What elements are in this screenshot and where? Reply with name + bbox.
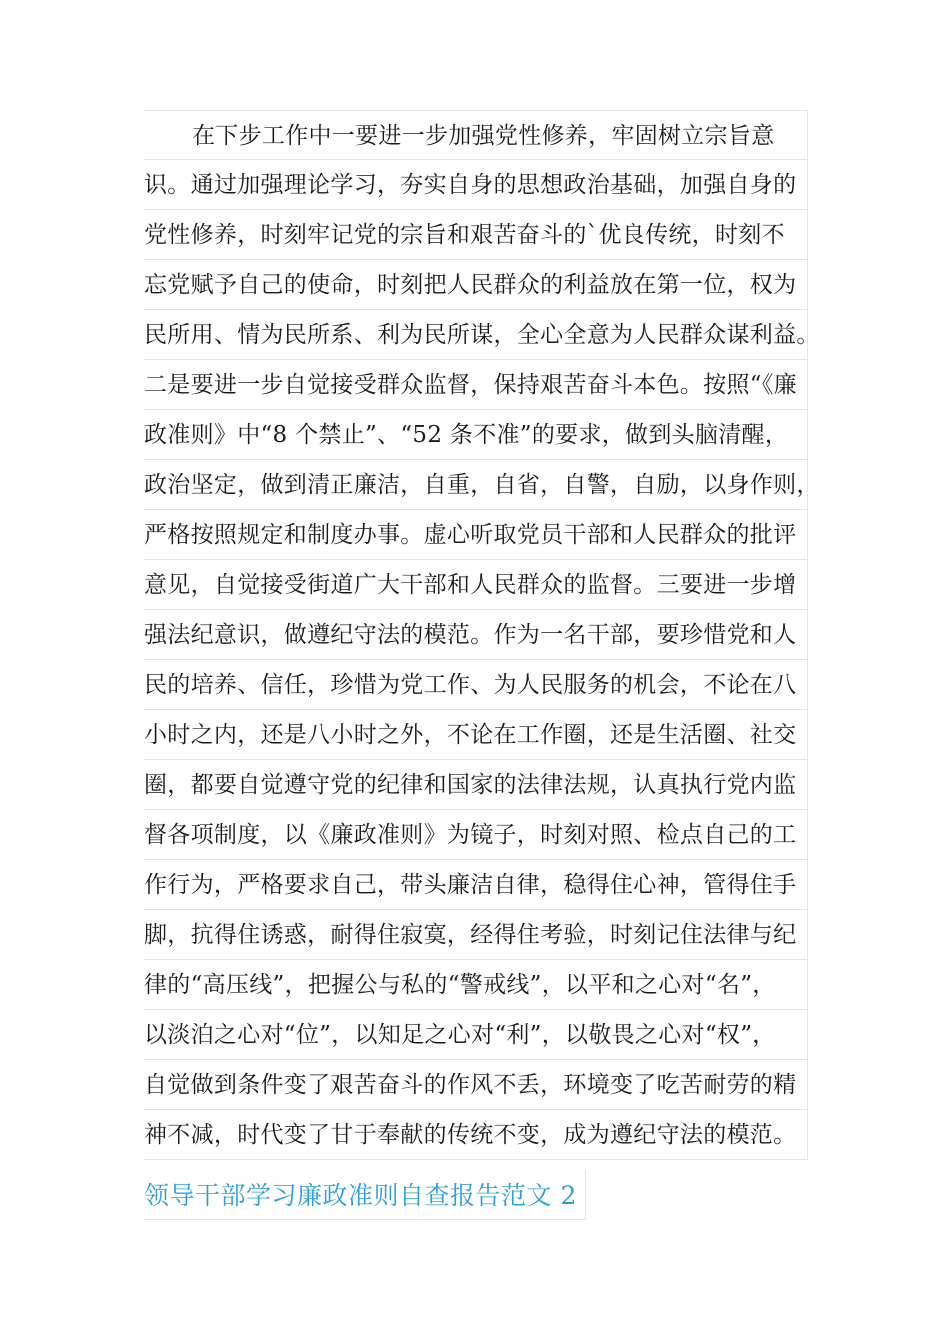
paragraph-line: 强法纪意识，做遵纪守法的模范。作为一名干部，要珍惜党和人 bbox=[144, 610, 808, 660]
paragraph-line: 忘党赋予自己的使命，时刻把人民群众的利益放在第一位，权为 bbox=[144, 260, 808, 310]
body-paragraph bbox=[144, 110, 820, 1160]
paragraph-line: 党性修养，时刻牢记党的宗旨和艰苦奋斗的`优良传统，时刻不 bbox=[144, 210, 808, 260]
paragraph-line: 政准则》中“8 个禁止”、“52 条不准”的要求，做到头脑清醒， bbox=[144, 410, 808, 460]
paragraph-line: 脚，抗得住诱惑，耐得住寂寞，经得住考验，时刻记住法律与纪 bbox=[144, 910, 808, 960]
paragraph-line: 督各项制度，以《廉政准则》为镜子，时刻对照、检点自己的工 bbox=[144, 810, 808, 860]
paragraph-line: 自觉做到条件变了艰苦奋斗的作风不丢，环境变了吃苦耐劳的精 bbox=[144, 1060, 808, 1110]
paragraph-line: 严格按照规定和制度办事。虚心听取党员干部和人民群众的批评 bbox=[144, 510, 808, 560]
paragraph-line: 意见，自觉接受街道广大干部和人民群众的监督。三要进一步增 bbox=[144, 560, 808, 610]
paragraph-line: 律的“高压线”，把握公与私的“警戒线”，以平和之心对“名”， bbox=[144, 960, 808, 1010]
paragraph-line: 以淡泊之心对“位”，以知足之心对“利”，以敬畏之心对“权”， bbox=[144, 1010, 808, 1060]
paragraph-line: 二是要进一步自觉接受群众监督，保持艰苦奋斗本色。按照“《廉 bbox=[144, 360, 808, 410]
paragraph-line: 神不减，时代变了甘于奉献的传统不变，成为遵纪守法的模范。 bbox=[144, 1110, 808, 1160]
paragraph-line: 政治坚定，做到清正廉洁，自重，自省，自警，自励，以身作则， bbox=[144, 460, 808, 510]
paragraph-line: 民的培养、信任，珍惜为党工作、为人民服务的机会，不论在八 bbox=[144, 660, 808, 710]
paragraph-line: 在下步工作中一要进一步加强党性修养，牢固树立宗旨意 bbox=[144, 110, 808, 160]
paragraph-line: 小时之内，还是八小时之外，不论在工作圈，还是生活圈、社交 bbox=[144, 710, 808, 760]
paragraph-line: 识。通过加强理论学习，夯实自身的思想政治基础，加强自身的 bbox=[144, 160, 808, 210]
paragraph-line: 作行为，严格要求自己，带头廉洁自律，稳得住心神，管得住手 bbox=[144, 860, 808, 910]
paragraph-line: 圈，都要自觉遵守党的纪律和国家的法律法规，认真执行党内监 bbox=[144, 760, 808, 810]
paragraph-line: 民所用、情为民所系、利为民所谋，全心全意为人民群众谋利益。 bbox=[144, 310, 808, 360]
section-heading: 领导干部学习廉政准则自查报告范文 2 bbox=[144, 1170, 586, 1220]
